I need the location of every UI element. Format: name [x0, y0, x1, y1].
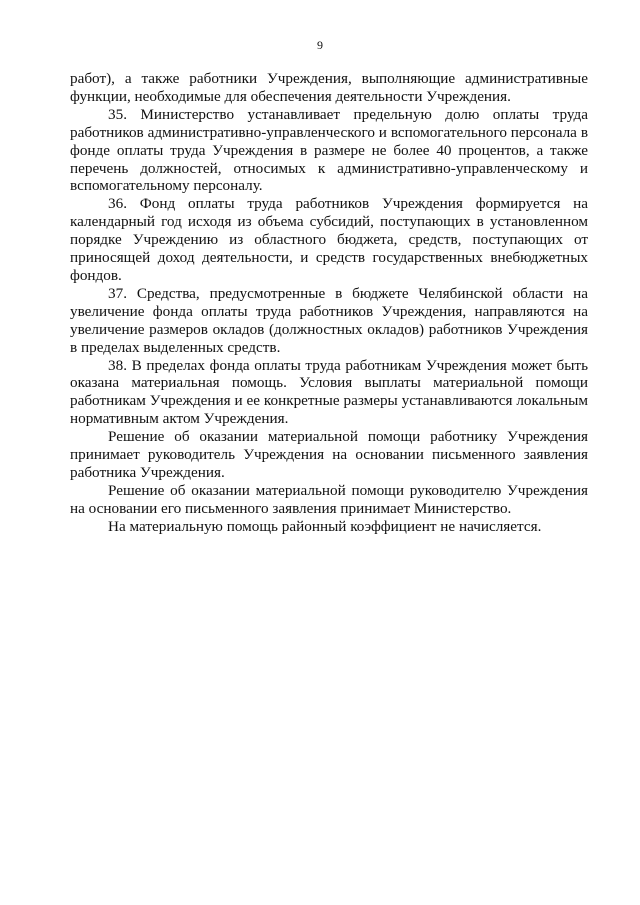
paragraph-38-decision-employee: Решение об оказании материальной помощи работнику Учреждения принимает руководитель Учреждения на основании письменного заявления работника Учреждения.	[70, 428, 588, 481]
paragraph-38-regional-coefficient: На материальную помощь районный коэффициент не начисляется.	[108, 517, 542, 535]
paragraph-continuation: работ), а также работники Учреждения, выполняющие административные функции, необходимые для обеспечения деятельности Учреждения.	[70, 70, 588, 105]
paragraph-36: 36. Фонд оплаты труда работников Учреждения формируется на календарный год исходя из объема субсидий, поступающих в установленном порядке Учреждению из областного бюджета, средств, поступающих от приносящей доход деятельности, и средств государственных внебюджетных фондов.	[70, 195, 588, 284]
page-number: 9	[317, 38, 323, 52]
paragraph-38: 38. В пределах фонда оплаты труда работникам Учреждения может быть оказана материальная помощь. Условия выплаты материальной помощи работникам Учреждения и ее конкретные размеры устанавливаются локальным нормативным актом Учреждения.	[70, 356, 588, 428]
paragraph-38-decision-head: Решение об оказании материальной помощи руководителю Учреждения на основании его письменного заявления принимает Министерство.	[70, 481, 588, 517]
document-body	[70, 70, 588, 536]
paragraph-37: 37. Средства, предусмотренные в бюджете Челябинской области на увеличение фонда оплаты труда работников Учреждения, направляются на увеличение размеров окладов (должностных окладов) работников Учреждения в пределах выделенных средств.	[70, 284, 588, 356]
paragraph-35: 35. Министерство устанавливает предельную долю оплаты труда работников административно-управленческого и вспомогательного персонала в фонде оплаты труда Учреждения в размере не более 40 процентов, а также перечень должностей, относимых к административно-управленческому и вспомогательному персоналу.	[70, 105, 588, 195]
